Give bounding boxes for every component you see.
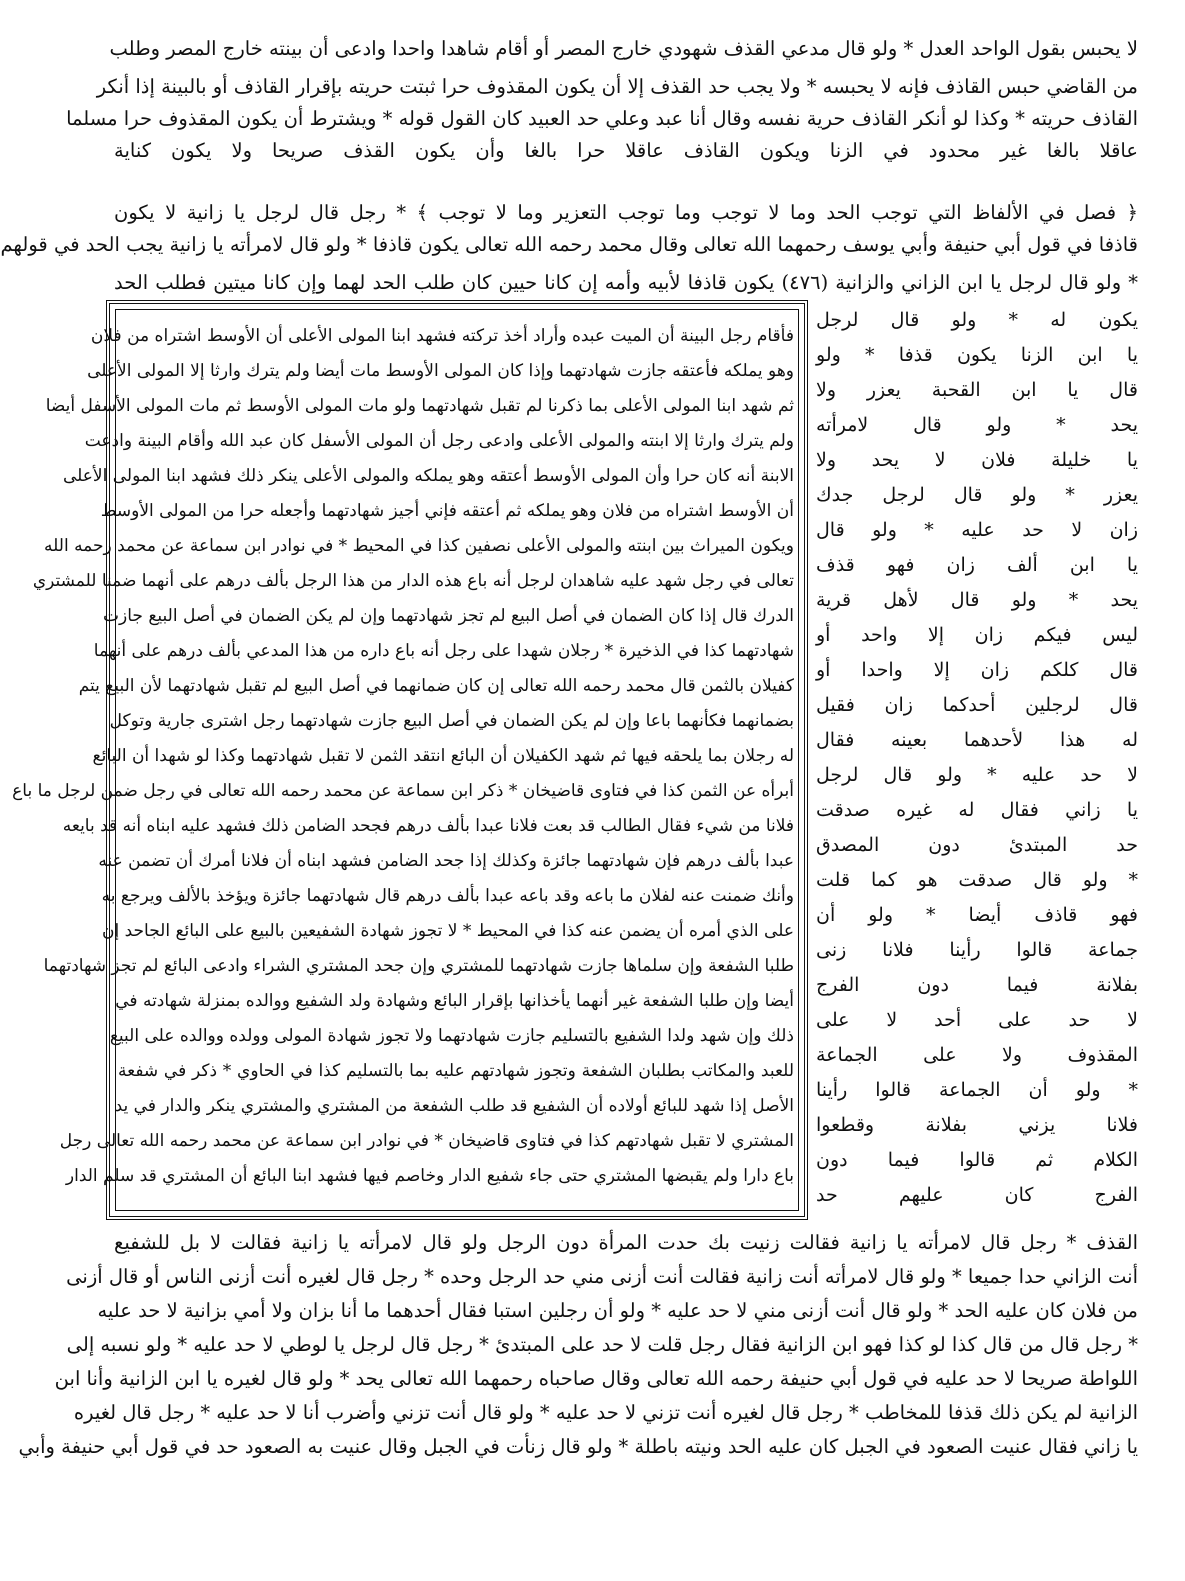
commentary-line: عبدا بألف درهم فإن شهادتهما جائزة وكذلك إذا جحد الضامن فشهد ابناه أن فلانا أمرك أن تضمن عنه [98,851,794,871]
text-line: * رجل قال من قال كذا لو كذا فهو ابن الزانية فقال رجل قلت لا حد على المبتدئ * رجل قال لرجل يا لوطي لا حد عليه * ولو نسبه إلى [66,1333,1138,1356]
side-line: جماعة قالوا رأينا فلانا زنى [816,939,1138,961]
side-line: فلانا يزني بفلانة وقطعوا [816,1114,1138,1136]
side-line: لا حد عليه * ولو قال لرجل [816,764,1138,786]
side-line: الكلام ثم قالوا فيما دون [816,1149,1138,1171]
commentary-line: ولم يترك وارثا إلا ابنته والمولى الأعلى وادعى رجل أن المولى الأسفل كان عبد الله وأقام البينة وادعت [84,431,794,451]
main-text-bottom [18,1218,1185,1478]
text-line: لا يحبس بقول الواحد العدل * ولو قال مدعي القذف شهودي خارج المصر أو أقام شاهدا واحدا وادعى أن بينته خارج المصر وطلب [109,37,1138,60]
commentary-line: الدرك قال إذا كان الضمان في أصل البيع لم تجز شهادتهما وإن لم يكن الضمان في أصل البيع جازت [103,606,794,626]
side-line: يكون له * ولو قال لرجل [816,309,1138,331]
commentary-line: أيضا وإن طلبا الشفعة غير أنهما يأخذانها بإقرار البائع وشهادة ولد الشفيع ووالده بمنزلة شهادته في [115,991,794,1011]
text-line: عاقلا بالغا غير محدود في الزنا ويكون القاذف عاقلا حرا بالغا وأن يكون القذف صريحا ولا يكون كناية [114,139,1138,162]
side-line: يا ابن الزنا يكون قذفا * ولو [816,344,1138,366]
text-line: من فلان كان عليه الحد * ولو قال أنت أزنى مني لا حد عليه * ولو أن رجلين استبا فقال أحدهما ما أنا بزان ولا أمي بزانية لا حد عليه [97,1299,1138,1322]
main-text-top [0,0,1185,305]
side-line: يا خليلة فلان لا يحد ولا [816,449,1138,471]
side-line: * ولو أن الجماعة قالوا رأينا [816,1079,1138,1101]
side-line: بفلانة فيما دون الفرج [816,974,1138,996]
side-line: له هذا لأحدهما بعينه فقال [816,729,1138,751]
side-line: * ولو قال صدقت هو كما قلت [816,869,1138,891]
commentary-line: بضمانهما فكأنهما باعا وإن لم يكن الضمان في أصل البيع جازت شهادتهما رجل اشترى جارية وتوكل [109,711,794,731]
side-line: يعزر * ولو قال لرجل جدك [816,484,1138,506]
commentary-line: ويكون الميراث بين ابنته والمولى الأعلى نصفين كذا في المحيط * في نوادر ابن سماعة عن محمد رحمه الله [44,536,794,556]
commentary-line: أن الأوسط اشتراه من فلان وهو يملكه ثم أعتقه فإني أجيز شهادتهما وأجعله حرا من المولى الأوسط [100,501,794,521]
side-line: المقذوف ولا على الجماعة [816,1044,1138,1066]
section-heading-line: ﴿ فصل في الألفاظ التي توجب الحد وما لا توجب وما توجب التعزير وما لا توجب ﴾ * رجل قال لرجل يا زانية لا يكون [114,201,1138,224]
text-line: اللواطة صريحا لا حد عليه في قول أبي حنيفة رحمه الله تعالى وقال صاحباه رحمهما الله تعالى يحد * ولو قال لغيره يا ابن الزانية وأنا ابن [54,1367,1138,1390]
commentary-line: فلانا من شيء فقال الطالب قد بعت فلانا عبدا بألف درهم فجحد الضامن ذلك فشهد عليه ابناه أنه قد بايعه [62,816,794,836]
commentary-frame [12,300,808,1220]
side-line: حد المبتدئ دون المصدق [816,834,1138,856]
commentary-line: طلبا الشفعة وإن سلماها جازت شهادتهما للمشتري وإن جحد المشتري الشراء وادعى البائع لم تجز شهادتهما [43,956,794,976]
side-line: زان لا حد عليه * ولو قال [816,519,1138,541]
side-line: فهو قاذف أيضا * ولو أن [816,904,1138,926]
commentary-line: شهادتهما كذا في الذخيرة * رجلان شهدا على رجل أنه باع داره من هذا المدعي بألف درهم على أنهما [93,641,794,661]
text-line: القذف * رجل قال لامرأته يا زانية فقالت زنيت بك حدت المرأة دون الرجل ولو قال لامرأته يا زانية فقالت لا بل للشفيع [114,1231,1138,1254]
side-line: قال كلكم زان إلا واحدا أو [816,659,1138,681]
commentary-line: فأقام رجل البينة أن الميت عبده وأراد أخذ تركته فشهد ابنا المولى الأعلى أن الأوسط اشتراه من فلان [90,326,794,346]
side-line: يحد * ولو قال لامرأته [816,414,1138,436]
side-column-text [816,305,1138,1220]
commentary-line: باع دارا ولم يقبضها المشتري حتى جاء شفيع الدار وخاصم فيها فشهد ابنا البائع أن المشتري قد سلم الدار [65,1166,794,1186]
commentary-line: للعبد والمكاتب بطلبان الشفعة وتجوز شهادتهم عليه بما بالتسليم كذا في الحاوي * ذكر في شفعة [118,1061,794,1081]
commentary-line: وأنك ضمنت عنه لفلان ما باعه وقد باعه عبدا بألف درهم قال شهادتهما جائزة ويؤخذ بالألف ويرجع به [101,886,794,906]
side-line: قال لرجلين أحدكما زان فقيل [816,694,1138,716]
text-line: من القاضي حبس القاذف فإنه لا يحبسه * ولا يجب حد القذف إلا أن يكون المقذوف حرا ثبتت حريته بإقرار القاذف أو بالبينة إذا أنكر [96,75,1138,98]
text-line: الزانية لم يكن ذلك قذفا للمخاطب * رجل قال لغيره أنت تزني لا حد عليه * ولو قال أنت تزني وأضرب أنا لا حد عليه * رجل قال لغيره [73,1401,1138,1424]
text-line-with-page-number: * ولو قال لرجل يا ابن الزاني والزانية (٤٧٦) يكون قاذفا لأبيه وأمه إن كانا حيين كان طلب الحد لهما وإن كانا ميتين فطلب الحد [114,271,1139,294]
side-line: يا زاني فقال له غيره صدقت [816,799,1138,821]
commentary-line: له رجلان بما يلحقه فيها ثم شهد الكفيلان أن البائع انتقد الثمن لا تقبل شهادتهما وكذا لو شهدا أن البائع [92,746,794,766]
commentary-line: ذلك وإن شهد ولدا الشفيع بالتسليم جازت شهادتهما ولا تجوز شهادة المولى وولده ووالده على البيع [109,1026,794,1046]
commentary-line: ثم شهد ابنا المولى الأعلى بما ذكرنا لم تقبل شهادتهما ولو مات المولى الأوسط ثم مات المولى الأسفل أيضا [45,396,794,416]
text-line: القاذف حريته * وكذا لو أنكر القاذف حرية نفسه وقال أنا عبد وعلي حد العبيد كان القول قوله * ويشترط أن يكون المقذوف حرا مسلما [66,107,1138,130]
text-line: أنت الزاني حدا جميعا * ولو قال لامرأته أنت زانية فقالت أنت أزنى مني حد الرجل وحده * رجل قال لغيره أنت أزنى الناس أو قال أزنى [66,1265,1138,1288]
commentary-line: وهو يملكه فأعتقه جازت شهادتهما وإذا كان المولى الأوسط مات أيضا ولم يترك وارثا إلا المولى الأعلى [87,361,794,381]
text-line: قاذفا في قول أبي حنيفة وأبي يوسف رحمهما الله تعالى وقال محمد رحمه الله تعالى يكون قاذفا * ولو قال لامرأته يا زانية يجب الحد في قولهم [0,233,1138,256]
side-line: يا ابن ألف زان فهو قذف [816,554,1138,576]
side-line: لا حد على أحد لا على [816,1009,1138,1031]
commentary-line: كفيلان بالثمن قال محمد رحمه الله تعالى إن كان ضمانهما في أصل البيع لم تقبل شهادتهما لأن البيع يتم [78,676,794,696]
commentary-line: الأصل إذا شهد للبائع أولاده أن الشفيع قد طلب الشفعة من المشتري والمشتري ينكر والدار في يد [114,1096,794,1116]
text-line: يا زاني فقال عنيت الصعود في الجبل كان عليه الحد ونيته باطلة * ولو قال زنأت في الجبل وقال عنيت به الصعود حد في قول أبي حنيفة وأبي [18,1435,1138,1458]
side-line: ليس فيكم زان إلا واحد أو [816,624,1138,646]
side-line: الفرج كان عليهم حد [816,1184,1138,1206]
commentary-line: المشتري لا تقبل شهادتهم كذا في فتاوى قاضيخان * في نوادر ابن سماعة عن محمد رحمه الله تعالى رجل [59,1131,794,1151]
commentary-line: على الذي أمره أن يضمن عنه كذا في المحيط * لا تجوز شهادة الشفيعين بالبيع على البائع الجاحد إن [101,921,794,941]
side-line: قال يا ابن القحبة يعزر ولا [816,379,1138,401]
commentary-line: أبرأه عن الثمن كذا في فتاوى قاضيخان * ذكر ابن سماعة عن محمد رحمه الله تعالى في رجل ضمن لرجل ما باع [12,781,794,801]
commentary-line: الابنة أنه كان حرا وأن المولى الأوسط أعتقه وهو يملكه والمولى الأعلى ينكر ذلك فشهد ابنا المولى الأعلى [62,466,794,486]
commentary-line: تعالى في رجل شهد عليه شاهدان لرجل أنه باع هذه الدار من هذا الرجل بألف درهم على أنهما ضمنا للمشتري [32,571,794,591]
side-line: يحد * ولو قال لأهل قرية [816,589,1138,611]
